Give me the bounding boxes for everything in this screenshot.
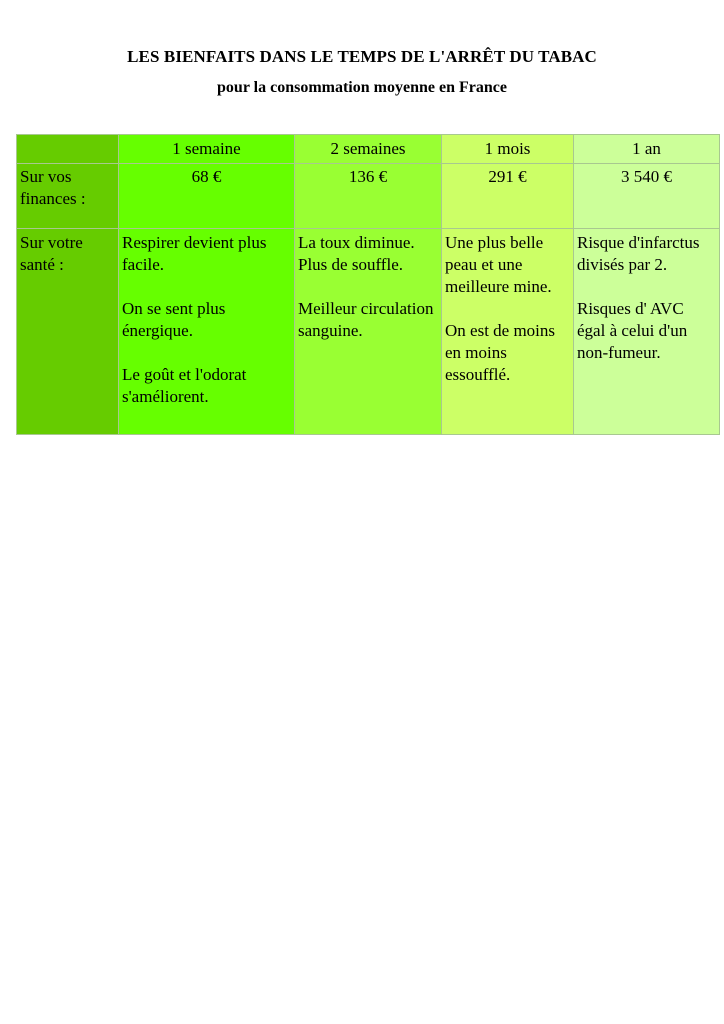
health-text: La toux diminue. (298, 233, 415, 252)
document-title: LES BIENFAITS DANS LE TEMPS DE L'ARRÊT DU TABAC (127, 47, 597, 66)
health-text: On se sent plus énergique. (122, 299, 226, 340)
header-1-semaine: 1 semaine (119, 135, 295, 164)
health-text: Plus de souffle. (298, 255, 403, 274)
header-1-mois: 1 mois (442, 135, 574, 164)
health-text: Respirer devient plus facile. (122, 233, 267, 274)
finances-1-an: 3 540 € (574, 164, 720, 229)
health-text: Une plus belle peau et une meilleure mine. (445, 233, 552, 296)
health-label: Sur votre santé : (17, 229, 119, 435)
header-corner-cell (17, 135, 119, 164)
finances-row (17, 164, 720, 229)
health-1-mois (442, 229, 574, 435)
health-text: Risques d' AVC égal à celui d'un non-fumeur. (577, 299, 688, 362)
finances-1-semaine: 68 € (119, 164, 295, 229)
health-1-semaine (119, 229, 295, 435)
finances-label: Sur vos finances : (17, 164, 119, 229)
health-text: On est de moins en moins essoufflé. (445, 321, 556, 384)
header-1-an: 1 an (574, 135, 720, 164)
benefits-table (16, 134, 720, 435)
document-subtitle: pour la consommation moyenne en France (217, 79, 507, 96)
table-header-row (17, 135, 720, 164)
health-text: Meilleur circulation sanguine. (298, 299, 434, 340)
health-text: Risque d'infarctus divisés par 2. (577, 233, 700, 274)
finances-1-mois: 291 € (442, 164, 574, 229)
header-2-semaines: 2 semaines (295, 135, 442, 164)
health-row (17, 229, 720, 435)
health-1-an (574, 229, 720, 435)
finances-2-semaines: 136 € (295, 164, 442, 229)
health-text: Le goût et l'odorat s'améliorent. (122, 365, 247, 406)
health-2-semaines (295, 229, 442, 435)
